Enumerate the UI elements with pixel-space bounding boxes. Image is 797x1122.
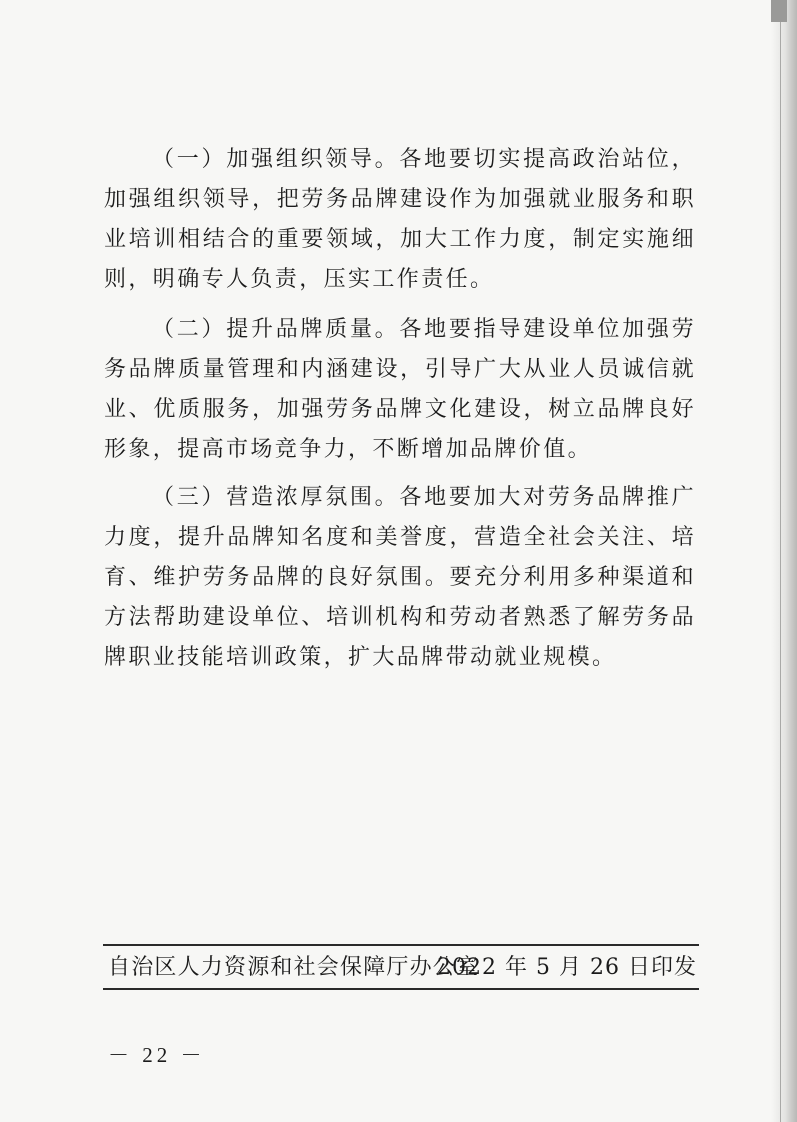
- scan-corner-mark: [771, 0, 787, 22]
- document-body: [104, 140, 696, 688]
- paragraph-improve-brand-quality: （二）提升品牌质量。各地要指导建设单位加强劳务品牌质量管理和内涵建设，引导广大从业人员诚信就业、优质服务，加强劳务品牌文化建设，树立品牌良好形象，提高市场竞争力，不断增加品牌价值。: [104, 317, 696, 462]
- footer-top-rule: [103, 944, 699, 946]
- scan-edge-line: [780, 0, 781, 1122]
- paragraph-create-atmosphere: （三）营造浓厚氛围。各地要加大对劳务品牌推广力度，提升品牌知名度和美誉度，营造全社会关注、培育、维护劳务品牌的良好氛围。要充分利用多种渠道和方法帮助建设单位、培训机构和劳动者熟悉了解劳务品牌职业技能培训政策，扩大品牌带动就业规模。: [104, 485, 696, 670]
- page-number: － 22 －: [108, 1043, 206, 1067]
- issuing-office: 自治区人力资源和社会保障厅办公室: [108, 955, 480, 980]
- footer-bottom-rule: [103, 988, 699, 990]
- issue-date: 2022 年 5 月 26 日印发: [437, 955, 697, 980]
- paragraph-strengthen-leadership: （一）加强组织领导。各地要切实提高政治站位，加强组织领导，把劳务品牌建设作为加强就业服务和职业培训相结合的重要领域，加大工作力度，制定实施细则，明确专人负责，压实工作责任。: [104, 147, 696, 292]
- scan-edge-shadow: [771, 0, 797, 1122]
